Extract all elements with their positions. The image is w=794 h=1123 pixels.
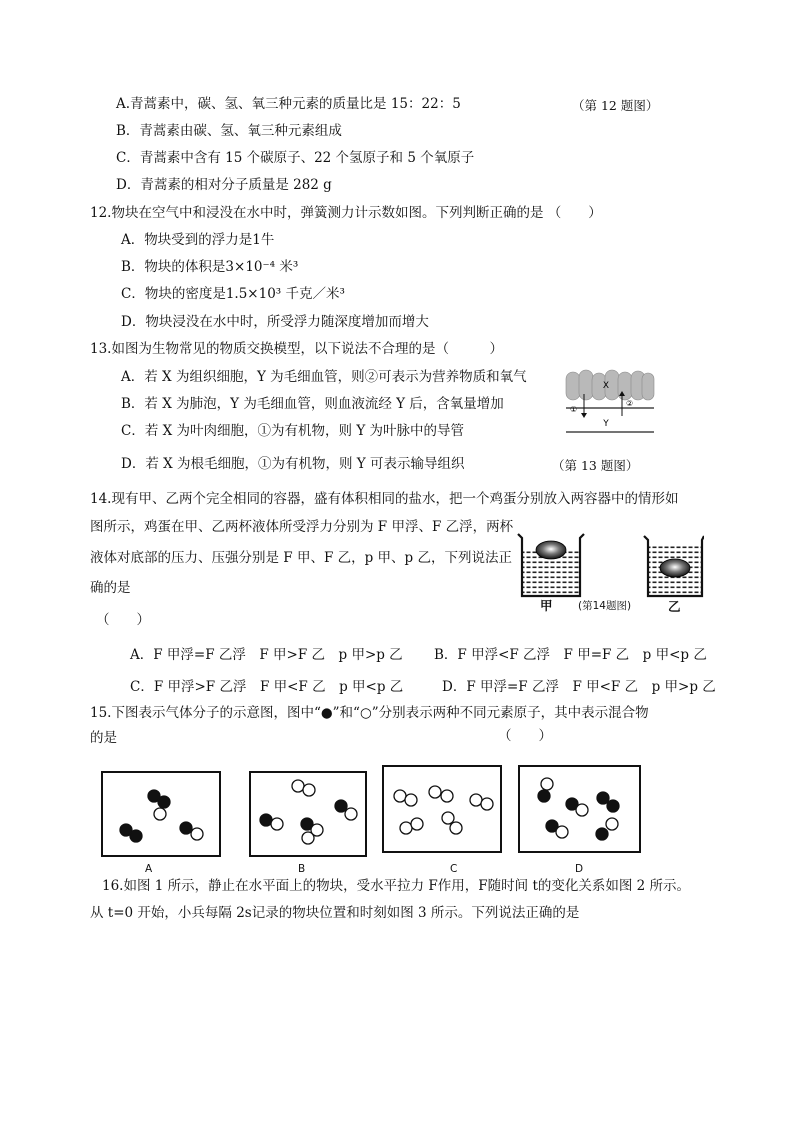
molecule-label-a: A: [145, 863, 153, 875]
q16-stem-line1: 16.如图 1 所示，静止在水平面上的物块，受水平拉力 F作用，F随时间 t的变化关系如图 2 所示。: [102, 878, 691, 894]
q11-option-a: A.青蒿素中，碳、氢、氧三种元素的质量比是 15：22：5: [116, 96, 461, 112]
q13-option-b: B．若 X 为肺泡，Y 为毛细血管，则血液流经 Y 后，含氧量增加: [121, 396, 504, 412]
q11-option-d: D．青蒿素的相对分子质量是 282 g: [116, 177, 332, 193]
q14-figure-caption: (第14题图): [578, 600, 632, 612]
q15-stem-line1: 15.下图表示气体分子的示意图，图中“●”和“○”分别表示两种不同元素原子，其中表示混合物: [90, 705, 649, 721]
q14-option-d: D．F 甲浮=F 乙浮 F 甲<F 乙 p 甲>p 乙: [442, 679, 716, 695]
q11-option-b: B．青蒿素由碳、氢、氧三种元素组成: [116, 123, 342, 139]
q14-answer-blank: （ ）: [96, 612, 150, 628]
q12-figure-caption: （第 12 题图）: [572, 98, 659, 113]
q14-stem-line2: 图所示，鸡蛋在甲、乙两杯液体所受浮力分别为 F 甲浮、F 乙浮，两杯: [90, 519, 514, 535]
q11-option-c: C．青蒿素中含有 15 个碳原子、22 个氢原子和 5 个氧原子: [116, 150, 475, 166]
q14-option-a: A．F 甲浮=F 乙浮 F 甲>F 乙 p 甲>p 乙: [130, 647, 403, 663]
q12-option-d: D．物块浸没在水中时，所受浮力随深度增加而增大: [121, 314, 429, 330]
q16-stem-line2: 从 t=0 开始，小兵每隔 2s记录的物块位置和时刻如图 3 所示。下列说法正确的是: [90, 905, 580, 921]
label-x: X: [602, 381, 610, 391]
q13-option-d: D．若 X 为根毛细胞，①为有机物，则 Y 可表示输导组织: [121, 456, 465, 472]
q15-stem-line2: 的是: [90, 730, 117, 746]
beaker-yi: [644, 536, 704, 596]
beaker-jia: [518, 534, 584, 596]
q12-stem: 12.物块在空气中和浸没在水中时，弹簧测力计示数如图。下列判断正确的是 （ ）: [90, 205, 602, 221]
q12-option-a: A．物块受到的浮力是1牛: [121, 232, 275, 248]
q12-option-c: C．物块的密度是1.5×10³ 千克／米³: [121, 286, 345, 302]
q14-option-b: B．F 甲浮<F 乙浮 F 甲=F 乙 p 甲<p 乙: [434, 647, 707, 663]
q14-stem-line1: 14.现有甲、乙两个完全相同的容器，盛有体积相同的盐水，把一个鸡蛋分别放入两容器中的情形如: [90, 491, 679, 507]
beaker-label-yi: 乙: [668, 599, 681, 614]
q15-answer-blank: （ ）: [498, 728, 552, 744]
q14-option-c: C．F 甲浮>F 乙浮 F 甲<F 乙 p 甲<p 乙: [130, 679, 404, 695]
molecule-diagram: [98, 762, 646, 862]
label-y: Y: [603, 419, 609, 429]
exchange-model-figure: [562, 368, 658, 438]
q14-stem-line4: 确的是: [90, 580, 131, 596]
q12-option-b: B．物块的体积是3×10⁻⁴ 米³: [121, 259, 299, 275]
molecule-label-d: D: [575, 863, 584, 875]
label-circle-two: ②: [626, 399, 634, 408]
label-circle-one: ①: [570, 405, 578, 414]
q14-stem-line3: 液体对底部的压力、压强分别是 F 甲、F 乙，p 甲、p 乙，下列说法正: [90, 550, 512, 566]
beaker-label-jia: 甲: [540, 598, 553, 613]
q13-option-a: A．若 X 为组织细胞，Y 为毛细血管，则②可表示为营养物质和氧气: [121, 369, 527, 385]
q13-stem: 13.如图为生物常见的物质交换模型，以下说法不合理的是（ ）: [90, 341, 503, 357]
q13-option-c: C．若 X 为叶肉细胞，①为有机物，则 Y 为叶脉中的导管: [121, 423, 465, 439]
molecule-label-b: B: [298, 863, 306, 875]
q13-figure-caption: （第 13 题图）: [552, 458, 639, 473]
molecule-label-c: C: [450, 863, 458, 875]
